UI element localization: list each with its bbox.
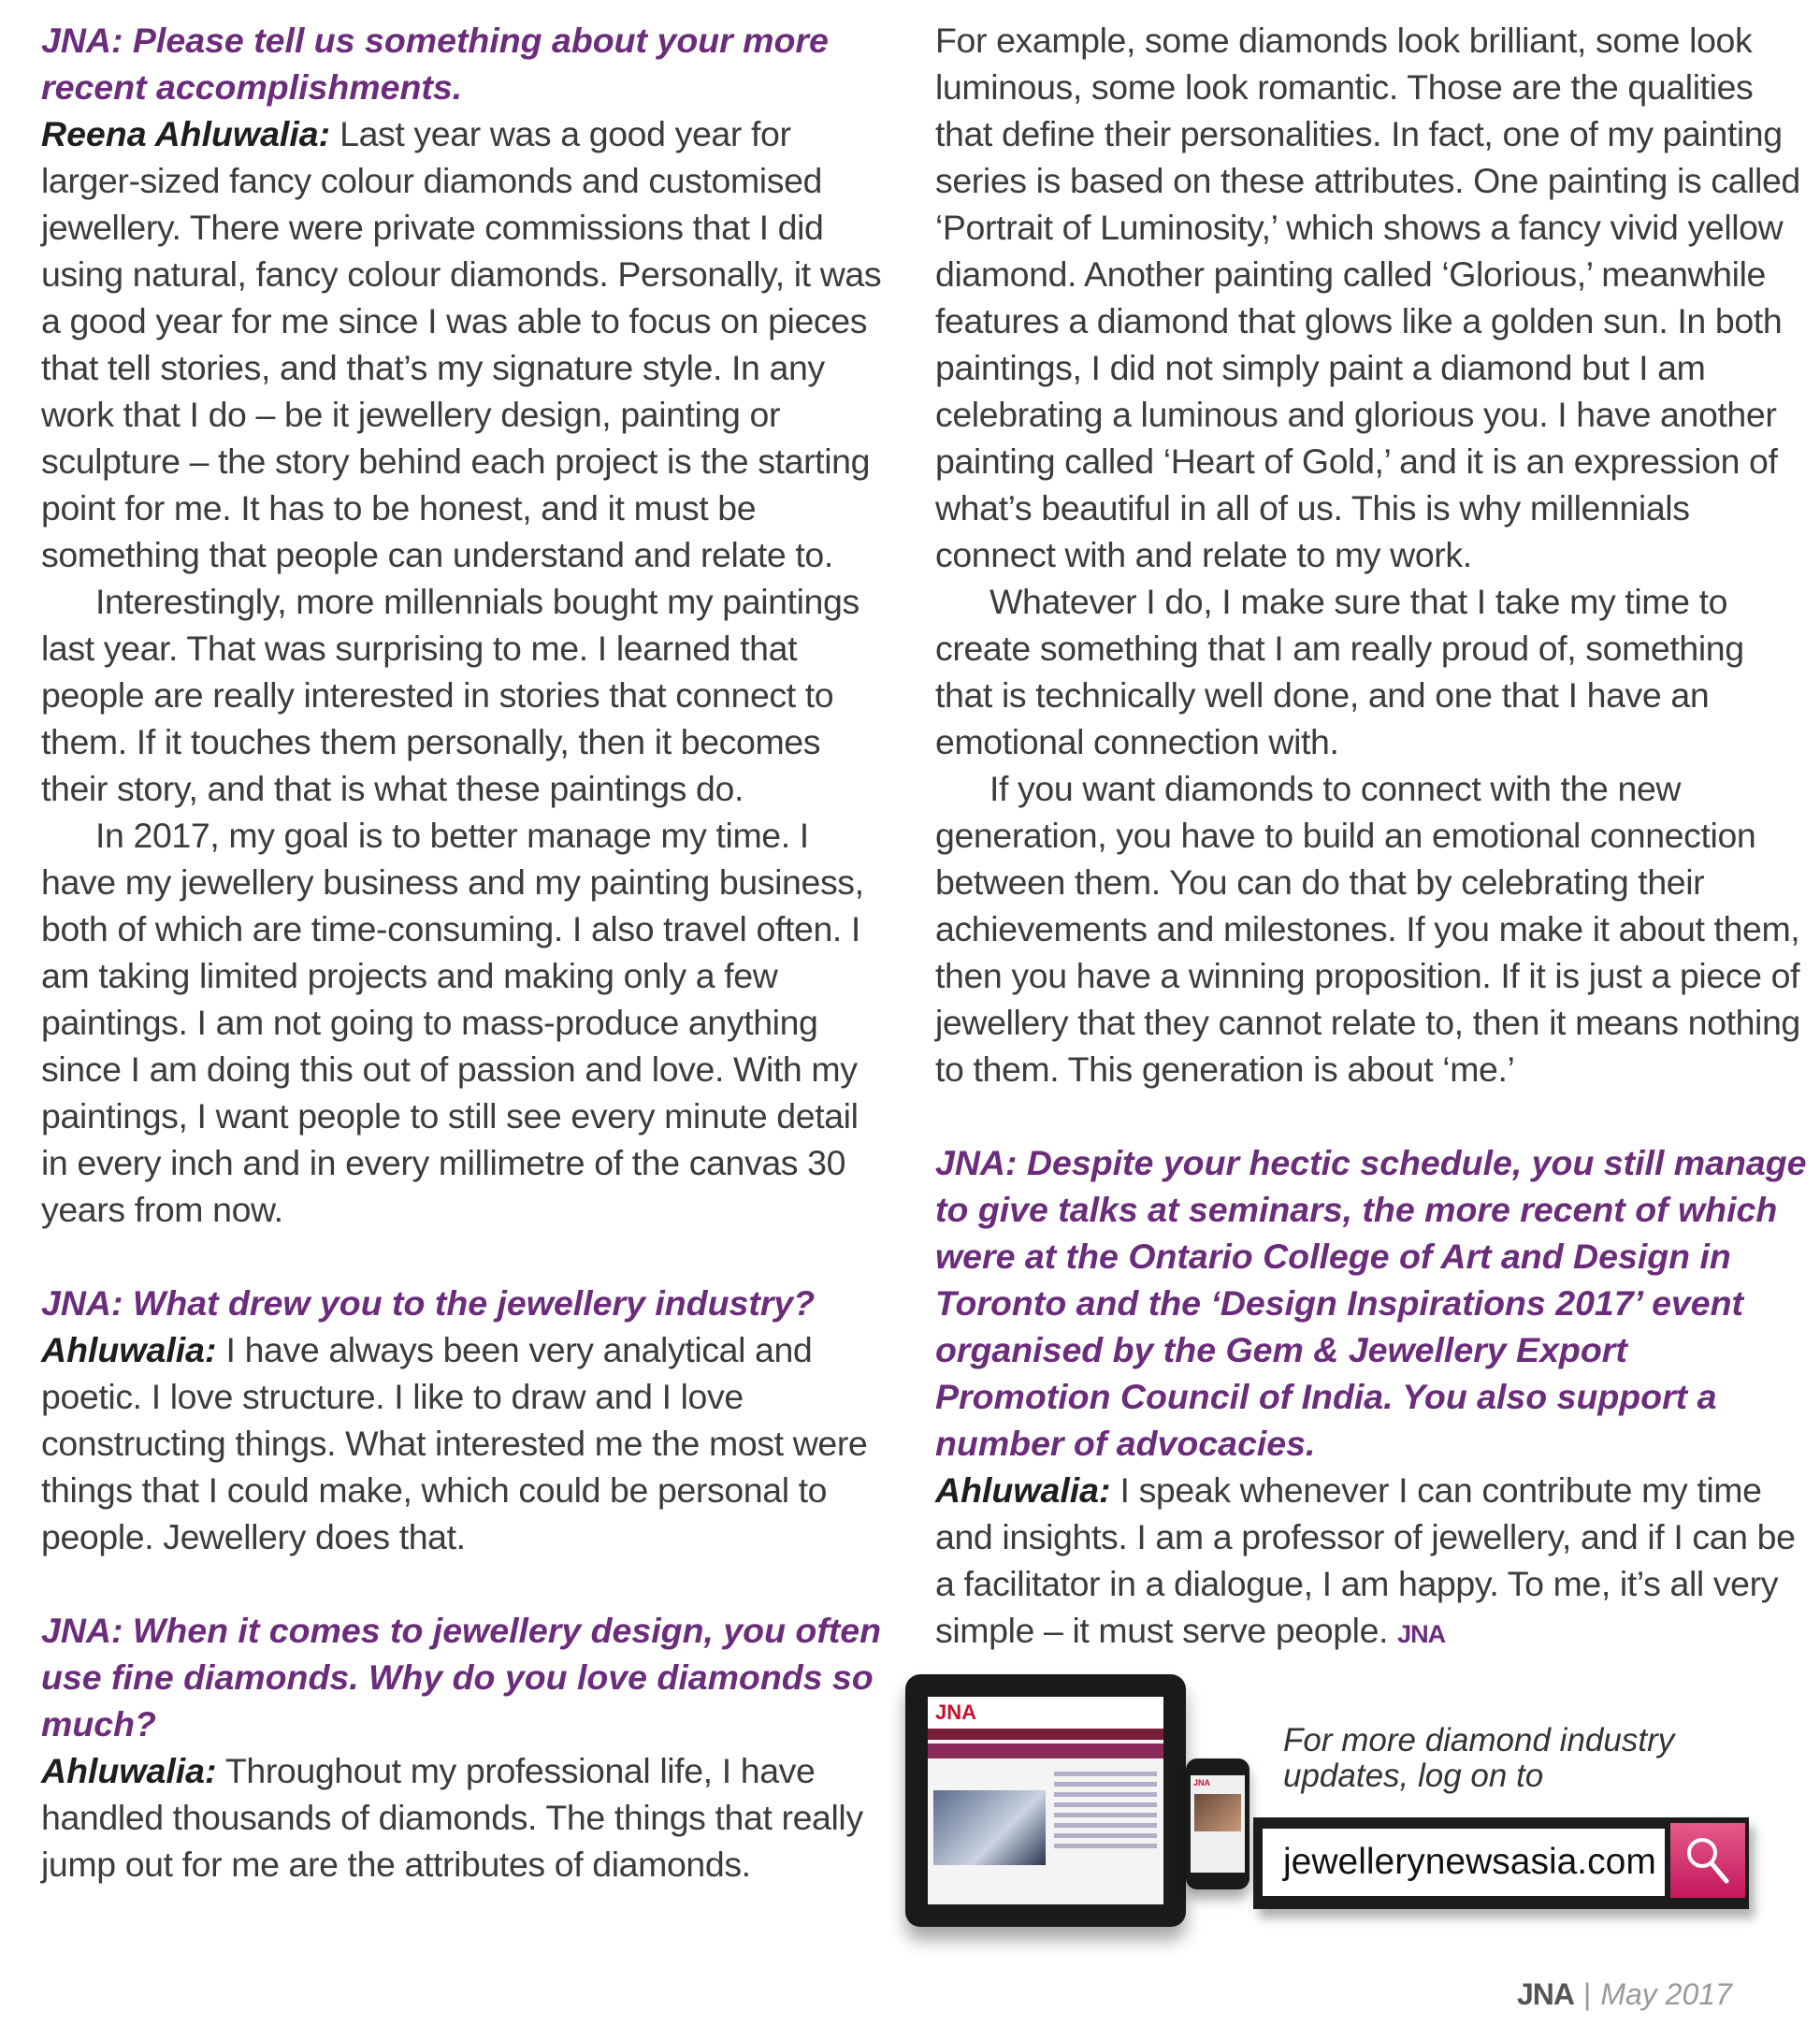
answer-paragraph: In 2017, my goal is to better manage my time. I have my jewellery business and my painting business, both of which are time-consuming. I also travel often. I am taking limited projects and making only a few paintings. I am not going to mass-produce anything since I am doing this out of passion and love. With my paintings, I want people to still see every minute detail in every inch and in every millimetre of the canvas 30 years from now. bbox=[41, 816, 864, 1229]
left-column bbox=[41, 17, 892, 1888]
answer-paragraph: If you want diamonds to connect with the new generation, you have to build an emotional connection between them. You can do that by celebrating their achievements and milestones. If you make it about them, then you have a winning proposition. If it is just a piece of jewellery that they cannot relate to, then it means nothing to them. This generation is about ‘me.’ bbox=[935, 769, 1800, 1089]
phone-logo: JNA bbox=[1193, 1778, 1211, 1787]
search-icon bbox=[1683, 1834, 1732, 1887]
question-heading: JNA: Despite your hectic schedule, you still manage to give talks at seminars, the more recent of which were at the Ontario College of Art and Design in Toronto and the ‘Design Inspirations 2017’ event organised by the Gem & Jewellery Export Promotion Council of India. You also support a number of advocacies. bbox=[935, 1143, 1807, 1463]
page-footer bbox=[1517, 1975, 1732, 2013]
answer-paragraph bbox=[41, 1326, 892, 1560]
answer-text: Last year was a good year for larger-sized fancy colour diamonds and customised jewellery. There were private commissions that I did using natural, fancy colour diamonds. Personally, it was a good year for me since I was able to focus on pieces that tell stories, and that’s my signature style. In any work that I do – be it jewellery design, painting or sculpture – the story behind each project is the starting point for me. It has to be honest, and it must be something that people can understand and relate to. bbox=[41, 114, 882, 574]
website-promo bbox=[898, 1646, 1786, 1955]
answer-text: I have always been very analytical and poetic. I love structure. I like to draw and I love constructing things. What interested me the most were things that I could make, which could be personal to people. Jewellery does that. bbox=[41, 1330, 868, 1556]
url-field[interactable] bbox=[1263, 1829, 1665, 1896]
tablet-logo: JNA bbox=[935, 1700, 977, 1724]
search-button[interactable] bbox=[1670, 1823, 1745, 1898]
tablet-screen bbox=[928, 1697, 1163, 1904]
answer-paragraph bbox=[41, 110, 892, 578]
promo-text-line: updates, log on to bbox=[1283, 1758, 1544, 1794]
answer-paragraph: For example, some diamonds look brilliant, some look luminous, some look romantic. Those are the qualities that define their personalities. In fact, one of my painting series is based on these attributes. One painting is called ‘Portrait of Luminosity,’ which shows a fancy vivid yellow diamond. Another painting called ‘Glorious,’ meanwhile features a diamond that glows like a golden sun. In both paintings, I did not simply paint a diamond but I am celebrating a luminous and glorious you. I have another painting called ‘Heart of Gold,’ and it is an expression of what’s beautiful in all of us. This is why millennials connect with and relate to my work. bbox=[935, 21, 1800, 574]
answer-paragraph: Interestingly, more millennials bought my paintings last year. That was surprising to me. I learned that people are really interested in stories that connect to them. If it touches them personally, then it becomes their story, and that is what these paintings do. bbox=[41, 582, 859, 808]
footer-date: May 2017 bbox=[1600, 1977, 1732, 2011]
website-url[interactable]: jewellerynewsasia.com bbox=[1283, 1842, 1656, 1882]
speaker-name: Ahluwalia: bbox=[41, 1751, 217, 1790]
tablet-text-lines bbox=[1054, 1772, 1157, 1854]
footer-brand: JNA bbox=[1517, 1977, 1575, 2011]
question-heading: JNA: Please tell us something about your more recent accomplishments. bbox=[41, 21, 829, 107]
speaker-name: Ahluwalia: bbox=[41, 1330, 217, 1369]
footer-separator: | bbox=[1583, 1977, 1592, 2011]
phone-screen bbox=[1191, 1775, 1245, 1873]
answer-paragraph: Whatever I do, I make sure that I take my time to create something that I am really proud of, something that is technically well done, and one that I have an emotional connection with. bbox=[935, 582, 1744, 761]
answer-paragraph bbox=[41, 1747, 892, 1888]
promo-text-line: For more diamond industry bbox=[1283, 1722, 1675, 1758]
answer-paragraph bbox=[935, 1467, 1810, 1657]
answer-text: Throughout my professional life, I have handled thousands of diamonds. The things that really jump out for me are the attributes of diamonds. bbox=[41, 1751, 863, 1884]
question-heading: JNA: What drew you to the jewellery industry? bbox=[41, 1283, 816, 1323]
url-search-box bbox=[1253, 1817, 1749, 1909]
promo-text bbox=[1283, 1723, 1674, 1794]
speaker-name: Reena Ahluwalia: bbox=[41, 114, 331, 153]
tablet-article-image bbox=[933, 1790, 1046, 1865]
question-heading: JNA: When it comes to jewellery design, you often use fine diamonds. Why do you love diamonds so much? bbox=[41, 1611, 882, 1744]
end-mark-logo: JNA bbox=[1397, 1620, 1446, 1648]
speaker-name: Ahluwalia: bbox=[935, 1470, 1111, 1510]
answer-text: I speak whenever I can contribute my time and insights. I am a professor of jewellery, and if I can be a facilitator in a dialogue, I am happy. To me, it’s all very simple – it must serve people. bbox=[935, 1470, 1796, 1650]
phone-image bbox=[1186, 1758, 1249, 1889]
tablet-image bbox=[905, 1674, 1186, 1927]
right-column bbox=[935, 17, 1810, 1657]
